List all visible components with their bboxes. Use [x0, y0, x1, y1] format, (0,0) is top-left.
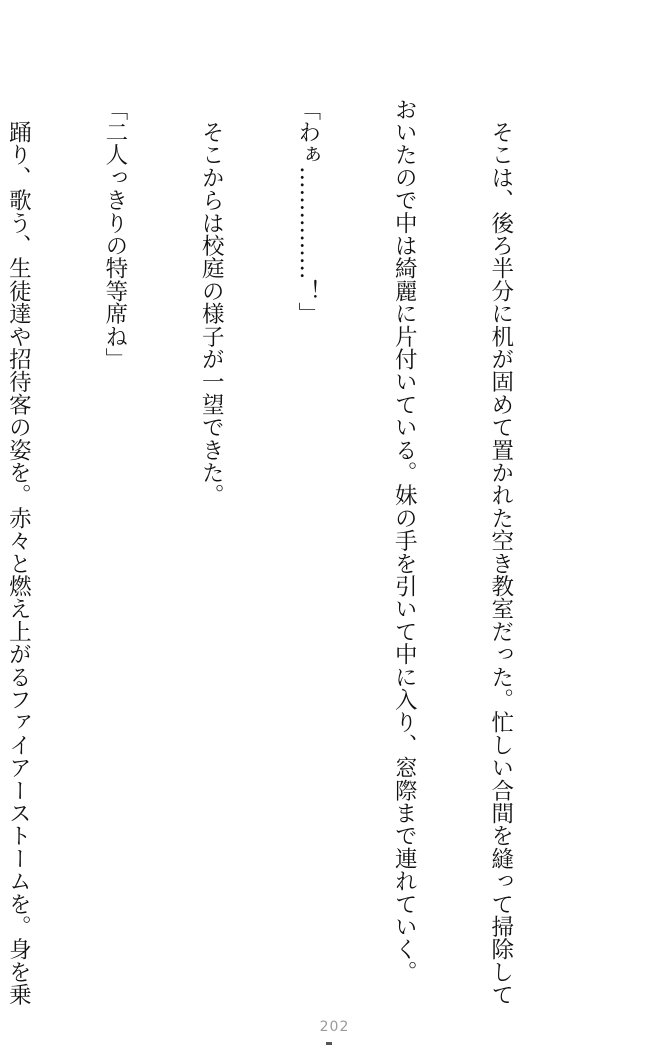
- page-number: 202: [319, 1019, 350, 1035]
- text-line-6: 踊り、歌う、生徒達や招待客の姿を。赤々と燃え上がるファイアーストームを。身を乗: [5, 98, 32, 1006]
- text-line-4: そこからは校庭の様子が一望できた。: [198, 98, 225, 507]
- text-line-3: 「わぁ……………！」: [294, 98, 321, 325]
- bottom-tick-mark: [326, 1042, 332, 1045]
- text-line-5: 「二人っきりの特等席ね」: [101, 98, 128, 371]
- text-line-1: そこは、後ろ半分に机が固めて置かれた空き教室だった。忙しい合間を縫って掃除して: [487, 98, 514, 1007]
- vertical-text-body: [0, 98, 581, 1007]
- text-line-2: おいたので中は綺麗に片付いている。妹の手を引いて中に入り、窓際まで連れていく。: [391, 98, 418, 984]
